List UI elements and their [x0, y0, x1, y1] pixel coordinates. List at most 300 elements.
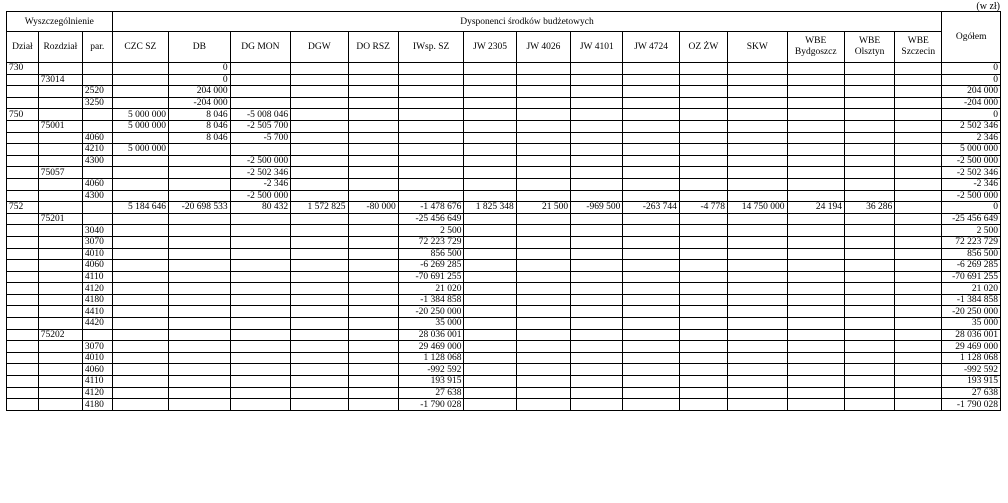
cell-value: [112, 364, 168, 376]
cell-value: 1 128 068: [398, 352, 464, 364]
table-row: [7, 97, 1001, 109]
cell-value: 0: [169, 63, 231, 75]
cell-rozdzial: [38, 399, 82, 411]
cell-value: [516, 329, 570, 341]
table-row: [7, 132, 1001, 144]
column-header: CZC SZ: [112, 32, 168, 63]
cell-value: [516, 248, 570, 260]
cell-value: -6 269 285: [398, 260, 464, 272]
column-header: WBE Bydgoszcz: [787, 32, 844, 63]
cell-value: [230, 341, 291, 353]
group-header-dysponenci: Dysponenci środków budżetowych: [112, 12, 942, 32]
column-header: WBE Szczecin: [895, 32, 942, 63]
cell-value: [464, 283, 516, 295]
cell-value: [623, 74, 679, 86]
cell-value: 193 915: [398, 376, 464, 388]
cell-value: 5 000 000: [112, 109, 168, 121]
cell-dzial: [7, 318, 39, 330]
cell-dzial: [7, 74, 39, 86]
cell-value: [679, 387, 727, 399]
cell-value: [895, 132, 942, 144]
cell-value: [516, 283, 570, 295]
cell-paragraf: [82, 202, 112, 214]
cell-value: [516, 399, 570, 411]
cell-paragraf: 3070: [82, 341, 112, 353]
cell-value: [516, 144, 570, 156]
cell-value: [516, 352, 570, 364]
cell-value: [623, 248, 679, 260]
cell-rozdzial: [38, 364, 82, 376]
cell-dzial: [7, 283, 39, 295]
cell-value: [571, 271, 623, 283]
cell-rozdzial: [38, 86, 82, 98]
cell-value: [464, 399, 516, 411]
cell-value: 856 500: [398, 248, 464, 260]
cell-paragraf: 4300: [82, 155, 112, 167]
cell-value: [679, 167, 727, 179]
cell-value: [230, 306, 291, 318]
cell-value: [679, 225, 727, 237]
cell-value: [844, 178, 894, 190]
cell-value: [398, 190, 464, 202]
cell-value: [571, 97, 623, 109]
cell-value: [230, 364, 291, 376]
cell-value: -1 790 028: [398, 399, 464, 411]
cell-paragraf: [82, 167, 112, 179]
cell-value: [112, 271, 168, 283]
cell-value: [291, 225, 348, 237]
cell-value: -1 384 858: [398, 294, 464, 306]
cell-value: [787, 86, 844, 98]
cell-value: [112, 236, 168, 248]
cell-value: [623, 236, 679, 248]
cell-value: [844, 387, 894, 399]
cell-value: [679, 306, 727, 318]
cell-paragraf: 4010: [82, 248, 112, 260]
cell-value: [230, 283, 291, 295]
cell-value: [679, 86, 727, 98]
column-header: Rozdział: [38, 32, 82, 63]
unit-label: (w zł): [976, 1, 1000, 12]
cell-value: [169, 236, 231, 248]
cell-value: [728, 213, 787, 225]
cell-ogolem: -70 691 255: [942, 271, 1001, 283]
cell-value: [291, 120, 348, 132]
cell-value: [623, 318, 679, 330]
cell-value: [623, 271, 679, 283]
cell-value: [623, 167, 679, 179]
cell-value: [464, 248, 516, 260]
cell-ogolem: 0: [942, 202, 1001, 214]
cell-value: [348, 283, 398, 295]
cell-value: [728, 271, 787, 283]
cell-paragraf: 3250: [82, 97, 112, 109]
table-row: [7, 294, 1001, 306]
cell-value: [398, 86, 464, 98]
cell-value: [348, 178, 398, 190]
column-header: JW 4724: [623, 32, 679, 63]
table-row: [7, 329, 1001, 341]
cell-value: [787, 74, 844, 86]
cell-value: [464, 294, 516, 306]
cell-value: [230, 329, 291, 341]
cell-value: [679, 399, 727, 411]
cell-value: [516, 294, 570, 306]
cell-value: [291, 155, 348, 167]
cell-rozdzial: [38, 225, 82, 237]
cell-dzial: [7, 294, 39, 306]
cell-rozdzial: [38, 144, 82, 156]
cell-value: [112, 178, 168, 190]
cell-value: [169, 155, 231, 167]
cell-value: [844, 97, 894, 109]
cell-value: 8 046: [169, 120, 231, 132]
cell-paragraf: 4180: [82, 399, 112, 411]
cell-paragraf: 4060: [82, 364, 112, 376]
column-header: DG MON: [230, 32, 291, 63]
cell-value: 29 469 000: [398, 341, 464, 353]
cell-value: [291, 271, 348, 283]
cell-rozdzial: [38, 190, 82, 202]
cell-value: -1 478 676: [398, 202, 464, 214]
cell-ogolem: 2 502 346: [942, 120, 1001, 132]
cell-value: [398, 97, 464, 109]
cell-value: [230, 86, 291, 98]
cell-ogolem: -6 269 285: [942, 260, 1001, 272]
budget-table: [6, 11, 1001, 411]
cell-value: [464, 74, 516, 86]
cell-value: [348, 248, 398, 260]
cell-value: [516, 97, 570, 109]
cell-value: [844, 306, 894, 318]
cell-value: [112, 74, 168, 86]
cell-value: [169, 387, 231, 399]
cell-value: [291, 364, 348, 376]
cell-value: [516, 109, 570, 121]
cell-dzial: [7, 144, 39, 156]
cell-value: [571, 352, 623, 364]
cell-value: [516, 132, 570, 144]
cell-value: -5 700: [230, 132, 291, 144]
cell-value: [464, 271, 516, 283]
cell-rozdzial: 75001: [38, 120, 82, 132]
cell-value: [679, 190, 727, 202]
cell-dzial: [7, 329, 39, 341]
cell-value: [516, 63, 570, 75]
cell-value: [623, 155, 679, 167]
column-header: Dział: [7, 32, 39, 63]
cell-value: [623, 294, 679, 306]
cell-value: 72 223 729: [398, 236, 464, 248]
cell-value: [787, 283, 844, 295]
cell-value: [348, 167, 398, 179]
table-row: [7, 86, 1001, 98]
cell-value: [398, 109, 464, 121]
cell-rozdzial: 75202: [38, 329, 82, 341]
cell-value: [623, 63, 679, 75]
cell-value: [169, 178, 231, 190]
cell-value: [464, 63, 516, 75]
cell-value: [291, 294, 348, 306]
cell-value: [728, 178, 787, 190]
cell-value: [895, 271, 942, 283]
cell-value: [398, 132, 464, 144]
cell-value: [348, 144, 398, 156]
cell-rozdzial: [38, 271, 82, 283]
cell-value: [230, 144, 291, 156]
table-row: [7, 178, 1001, 190]
cell-value: [844, 283, 894, 295]
table-row: [7, 306, 1001, 318]
cell-value: [291, 74, 348, 86]
cell-value: -2 346: [230, 178, 291, 190]
cell-value: 0: [169, 74, 231, 86]
cell-value: -204 000: [169, 97, 231, 109]
cell-ogolem: -2 500 000: [942, 190, 1001, 202]
cell-value: [728, 318, 787, 330]
cell-ogolem: 204 000: [942, 86, 1001, 98]
cell-value: [895, 364, 942, 376]
cell-value: [112, 352, 168, 364]
cell-value: [679, 283, 727, 295]
cell-value: [679, 120, 727, 132]
cell-value: [787, 167, 844, 179]
cell-rozdzial: [38, 97, 82, 109]
cell-value: [348, 364, 398, 376]
cell-value: [112, 294, 168, 306]
cell-value: [787, 120, 844, 132]
column-header: JW 4026: [516, 32, 570, 63]
cell-value: [787, 190, 844, 202]
cell-value: [571, 341, 623, 353]
cell-value: [895, 155, 942, 167]
cell-value: [895, 341, 942, 353]
cell-value: [787, 178, 844, 190]
cell-value: [348, 329, 398, 341]
cell-value: [728, 294, 787, 306]
cell-rozdzial: [38, 236, 82, 248]
cell-value: [787, 109, 844, 121]
cell-paragraf: 4210: [82, 144, 112, 156]
cell-value: 8 046: [169, 132, 231, 144]
cell-value: [112, 306, 168, 318]
cell-value: [728, 352, 787, 364]
table-row: [7, 376, 1001, 388]
cell-value: [728, 109, 787, 121]
cell-value: [571, 364, 623, 376]
cell-value: [623, 387, 679, 399]
cell-value: [844, 213, 894, 225]
cell-paragraf: 4060: [82, 178, 112, 190]
cell-ogolem: 2 346: [942, 132, 1001, 144]
cell-value: [169, 341, 231, 353]
cell-paragraf: [82, 63, 112, 75]
cell-value: [679, 74, 727, 86]
cell-ogolem: 1 128 068: [942, 352, 1001, 364]
cell-value: [169, 260, 231, 272]
cell-value: [895, 248, 942, 260]
cell-dzial: [7, 225, 39, 237]
cell-value: [728, 144, 787, 156]
cell-value: [787, 294, 844, 306]
cell-value: [464, 132, 516, 144]
cell-value: [571, 283, 623, 295]
cell-value: [571, 86, 623, 98]
cell-value: [844, 364, 894, 376]
cell-value: [516, 271, 570, 283]
cell-value: [112, 225, 168, 237]
column-header: par.: [82, 32, 112, 63]
column-header-ogolem: Ogółem: [942, 12, 1001, 63]
cell-dzial: [7, 376, 39, 388]
cell-value: [516, 236, 570, 248]
column-header-row: [7, 32, 1001, 63]
cell-value: [464, 318, 516, 330]
cell-value: [464, 236, 516, 248]
cell-value: 24 194: [787, 202, 844, 214]
cell-value: [169, 190, 231, 202]
cell-value: [348, 341, 398, 353]
cell-rozdzial: [38, 387, 82, 399]
cell-value: [571, 190, 623, 202]
cell-value: [679, 352, 727, 364]
cell-value: [516, 74, 570, 86]
cell-value: [728, 74, 787, 86]
cell-value: [112, 329, 168, 341]
cell-value: [464, 341, 516, 353]
cell-value: [291, 167, 348, 179]
cell-value: [679, 271, 727, 283]
cell-ogolem: 856 500: [942, 248, 1001, 260]
cell-value: [679, 63, 727, 75]
cell-value: [623, 306, 679, 318]
cell-value: [112, 167, 168, 179]
cell-paragraf: 4300: [82, 190, 112, 202]
cell-paragraf: 4110: [82, 271, 112, 283]
cell-value: [895, 260, 942, 272]
cell-value: 5 184 646: [112, 202, 168, 214]
cell-ogolem: 0: [942, 109, 1001, 121]
cell-value: [844, 74, 894, 86]
cell-rozdzial: [38, 294, 82, 306]
cell-value: [571, 109, 623, 121]
cell-value: [844, 109, 894, 121]
table-row: [7, 120, 1001, 132]
cell-value: [348, 225, 398, 237]
cell-value: [230, 236, 291, 248]
cell-value: [291, 352, 348, 364]
cell-value: [348, 132, 398, 144]
cell-value: [169, 225, 231, 237]
cell-value: [571, 260, 623, 272]
cell-value: -25 456 649: [398, 213, 464, 225]
cell-rozdzial: [38, 109, 82, 121]
cell-value: [571, 63, 623, 75]
cell-value: [291, 190, 348, 202]
cell-value: [728, 364, 787, 376]
cell-value: [464, 144, 516, 156]
cell-value: [728, 86, 787, 98]
cell-value: [348, 387, 398, 399]
cell-value: [728, 248, 787, 260]
cell-ogolem: 0: [942, 74, 1001, 86]
cell-value: [169, 364, 231, 376]
cell-dzial: [7, 364, 39, 376]
cell-value: [348, 306, 398, 318]
cell-rozdzial: [38, 155, 82, 167]
table-row: [7, 271, 1001, 283]
cell-paragraf: 4060: [82, 132, 112, 144]
cell-value: [398, 144, 464, 156]
cell-ogolem: -204 000: [942, 97, 1001, 109]
cell-value: 5 000 000: [112, 144, 168, 156]
cell-value: [516, 120, 570, 132]
cell-paragraf: 4010: [82, 352, 112, 364]
cell-value: [516, 225, 570, 237]
cell-value: [112, 155, 168, 167]
cell-value: [348, 271, 398, 283]
table-row: [7, 63, 1001, 75]
cell-value: [787, 399, 844, 411]
cell-dzial: [7, 260, 39, 272]
cell-value: [895, 120, 942, 132]
cell-dzial: [7, 190, 39, 202]
cell-value: [679, 213, 727, 225]
cell-value: [571, 236, 623, 248]
cell-value: [464, 352, 516, 364]
table-row: [7, 109, 1001, 121]
column-header: IWsp. SZ: [398, 32, 464, 63]
cell-value: [623, 329, 679, 341]
cell-rozdzial: [38, 318, 82, 330]
cell-value: 5 000 000: [112, 120, 168, 132]
cell-value: [464, 178, 516, 190]
cell-value: [464, 86, 516, 98]
cell-value: [230, 399, 291, 411]
cell-value: [623, 132, 679, 144]
cell-value: [571, 132, 623, 144]
cell-value: [787, 144, 844, 156]
cell-rozdzial: [38, 306, 82, 318]
cell-value: [571, 306, 623, 318]
cell-value: [787, 236, 844, 248]
cell-value: [844, 341, 894, 353]
cell-value: [348, 97, 398, 109]
cell-value: [169, 271, 231, 283]
cell-value: [844, 63, 894, 75]
cell-ogolem: -25 456 649: [942, 213, 1001, 225]
cell-value: [291, 318, 348, 330]
cell-value: 14 750 000: [728, 202, 787, 214]
cell-value: [895, 86, 942, 98]
table-row: [7, 167, 1001, 179]
cell-ogolem: -2 346: [942, 178, 1001, 190]
cell-value: [844, 120, 894, 132]
cell-dzial: [7, 155, 39, 167]
cell-value: 36 286: [844, 202, 894, 214]
cell-value: [112, 341, 168, 353]
cell-ogolem: -1 790 028: [942, 399, 1001, 411]
cell-value: [291, 236, 348, 248]
cell-ogolem: 5 000 000: [942, 144, 1001, 156]
cell-value: [895, 190, 942, 202]
column-header: DO RSZ: [348, 32, 398, 63]
table-row: [7, 236, 1001, 248]
cell-paragraf: 4410: [82, 306, 112, 318]
cell-value: -2 505 700: [230, 120, 291, 132]
cell-value: [728, 260, 787, 272]
cell-value: [571, 178, 623, 190]
